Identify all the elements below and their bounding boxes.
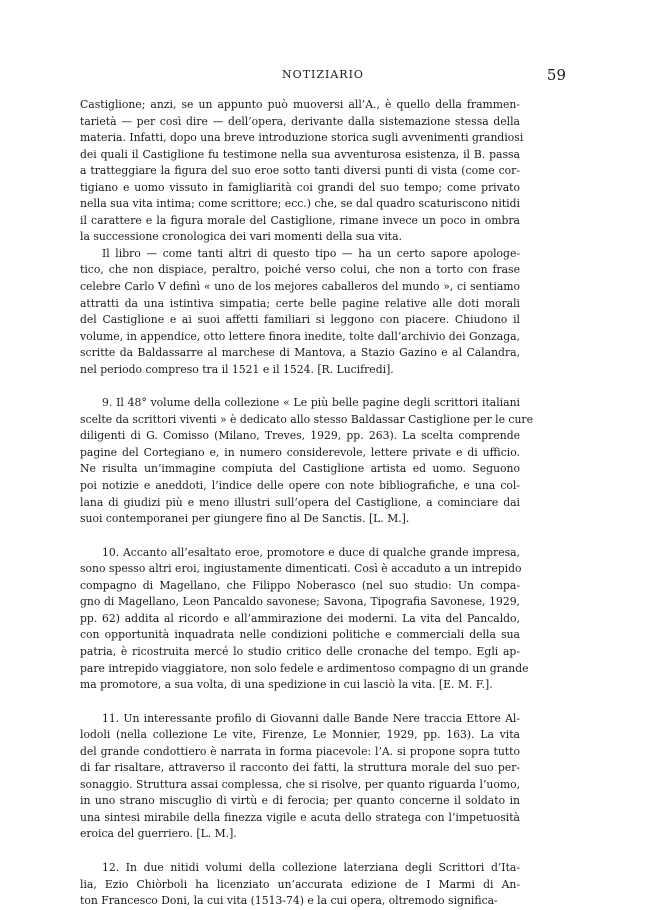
- paragraph: [80, 246, 520, 378]
- body-text: [80, 97, 533, 910]
- text-line: tigiano e uomo vissuto in famigliarità coi grandi del suo tempo; come privato: [80, 180, 520, 194]
- text-line: compagno di Magellano, che Filippo Noberasco (nel suo studio: Un compa-: [80, 578, 520, 592]
- text-line: il carattere e la figura morale del Castiglione, rimane invece un poco in ombra: [80, 213, 520, 227]
- running-head: [80, 68, 566, 86]
- text-line: la successione cronologica dei vari momenti della sua vita.: [80, 230, 403, 244]
- text-line: pp. 62) addita al ricordo e all’ammirazione dei moderni. La vita del Pancaldo,: [80, 611, 520, 625]
- text-line: materia. Infatti, dopo una breve introduzione storica sugli avvenimenti grandiosi: [80, 131, 524, 145]
- text-line: Castiglione; anzi, se un appunto può muoversi all’A., è quello della frammen-: [80, 98, 520, 111]
- text-line: dei quali il Castiglione fu testimone nella sua avventurosa esistenza, il B. passa: [80, 147, 520, 161]
- text-line: scelte da scrittori viventi » è dedicato allo stesso Baldassar Castiglione per le cure: [80, 412, 533, 426]
- text-line: volume, in appendice, otto lettere finora inedite, tolte dall’archivio dei Gonzaga,: [80, 329, 520, 343]
- text-line: Ne risulta un’immagine compiuta del Castiglione artista ed uomo. Seguono: [80, 462, 520, 476]
- text-line: tarietà — per così dire — dell’opera, derivante dalla sistemazione stessa della: [80, 114, 520, 128]
- text-line: attratti da una istintiva simpatia; certe belle pagine relative alle doti morali: [80, 296, 520, 310]
- text-line: del grande condottiero è narrata in forma piacevole: l’A. si propone sopra tutto: [80, 744, 520, 758]
- text-line: ton Francesco Doni, la cui vita (1513-74) e la cui opera, oltremodo significa-: [80, 894, 498, 908]
- text-line: tico, che non dispiace, peraltro, poiché verso colui, che non a torto con frase: [80, 263, 520, 277]
- text-line: 9. Il 48° volume della collezione « Le più belle pagine degli scrittori italiani: [102, 396, 520, 410]
- text-line: sono spesso altri eroi, ingiustamente dimenticati. Così è accaduto a un intrepido: [80, 562, 522, 576]
- running-title: NOTIZIARIO: [282, 68, 364, 81]
- text-line: 11. Un interessante profilo di Giovanni dalle Bande Nere traccia Ettore Al-: [102, 711, 520, 725]
- page-number: 59: [546, 66, 566, 84]
- text-line: con opportunità inquadrata nelle condizioni politiche e commerciali della sua: [80, 628, 520, 642]
- text-line: in uno strano miscuglio di virtù e di ferocia; per quanto concerne il soldato in: [80, 794, 520, 808]
- text-line: poi notizie e aneddoti, l’indice delle opere con note bibliografiche, e una col-: [80, 479, 520, 493]
- text-line: scritte da Baldassarre al marchese di Mantova, a Stazio Gazino e al Calandra,: [80, 346, 520, 360]
- paragraph: [80, 97, 524, 246]
- text-line: nella sua vita intima; come scrittore; ecc.) che, se dal quadro scaturiscono nitidi: [80, 197, 520, 211]
- text-line: lia, Ezio Chiòrboli ha licenziato un’accurata edizione de I Marmi di An-: [80, 877, 520, 891]
- text-line: Il libro — come tanti altri di questo tipo — ha un certo sapore apologe-: [102, 246, 520, 260]
- text-line: nel periodo compreso tra il 1521 e il 1524. [R. Lucifredi].: [80, 362, 394, 376]
- paragraph: [80, 545, 529, 694]
- text-line: lodoli (nella collezione Le vite, Firenze, Le Monnier, 1929, pp. 163). La vita: [80, 728, 520, 742]
- text-line: gno di Magellano, Leon Pancaldo savonese; Savona, Tipografia Savonese, 1929,: [80, 595, 520, 609]
- text-line: sonaggio. Struttura assai complessa, che si risolve, per quanto riguarda l’uomo,: [80, 777, 520, 791]
- text-line: una sintesi mirabile della finezza vigile e acuta dello stratega con l’impetuosità: [80, 810, 520, 824]
- text-line: a tratteggiare la figura del suo eroe sotto tanti diversi punti di vista (come cor-: [80, 164, 520, 178]
- text-line: pagine del Cortegiano e, in numero considerevole, lettere private e di ufficio.: [80, 445, 520, 459]
- paragraph: [80, 860, 520, 910]
- text-line: lana di giudizi più e meno illustri sull’opera del Castiglione, a cominciare dai: [80, 495, 520, 509]
- text-line: del Castiglione e ai suoi affetti familiari si leggono con piacere. Chiudono il: [80, 313, 520, 327]
- text-line: pare intrepido viaggiatore, non solo fedele e ardimentoso compagno di un grande: [80, 661, 529, 675]
- text-line: 10. Accanto all’esaltato eroe, promotore e duce di qualche grande impresa,: [102, 545, 520, 559]
- paragraph: [80, 395, 533, 527]
- text-line: diligenti di G. Comisso (Milano, Treves, 1929, pp. 263). La scelta comprende: [80, 429, 520, 443]
- text-line: ma promotore, a sua volta, di una spedizione in cui lasciò la vita. [E. M. F.].: [80, 678, 493, 692]
- text-line: di far risaltare, attraverso il racconto dei fatti, la struttura morale del suo per-: [80, 761, 520, 775]
- text-line: 12. In due nitidi volumi della collezione laterziana degli Scrittori d’Ita-: [102, 860, 520, 874]
- text-line: suoi contemporanei per giungere fino al De Sanctis. [L. M.].: [80, 512, 410, 526]
- paragraph: [80, 711, 520, 843]
- text-line: patria, è ricostruita mercé lo studio critico delle cronache del tempo. Egli ap-: [80, 644, 520, 658]
- text-line: celebre Carlo V definì « uno de los mejores caballeros del mundo », ci sentiamo: [80, 280, 520, 294]
- text-line: eroica del guerriero. [L. M.].: [80, 827, 237, 841]
